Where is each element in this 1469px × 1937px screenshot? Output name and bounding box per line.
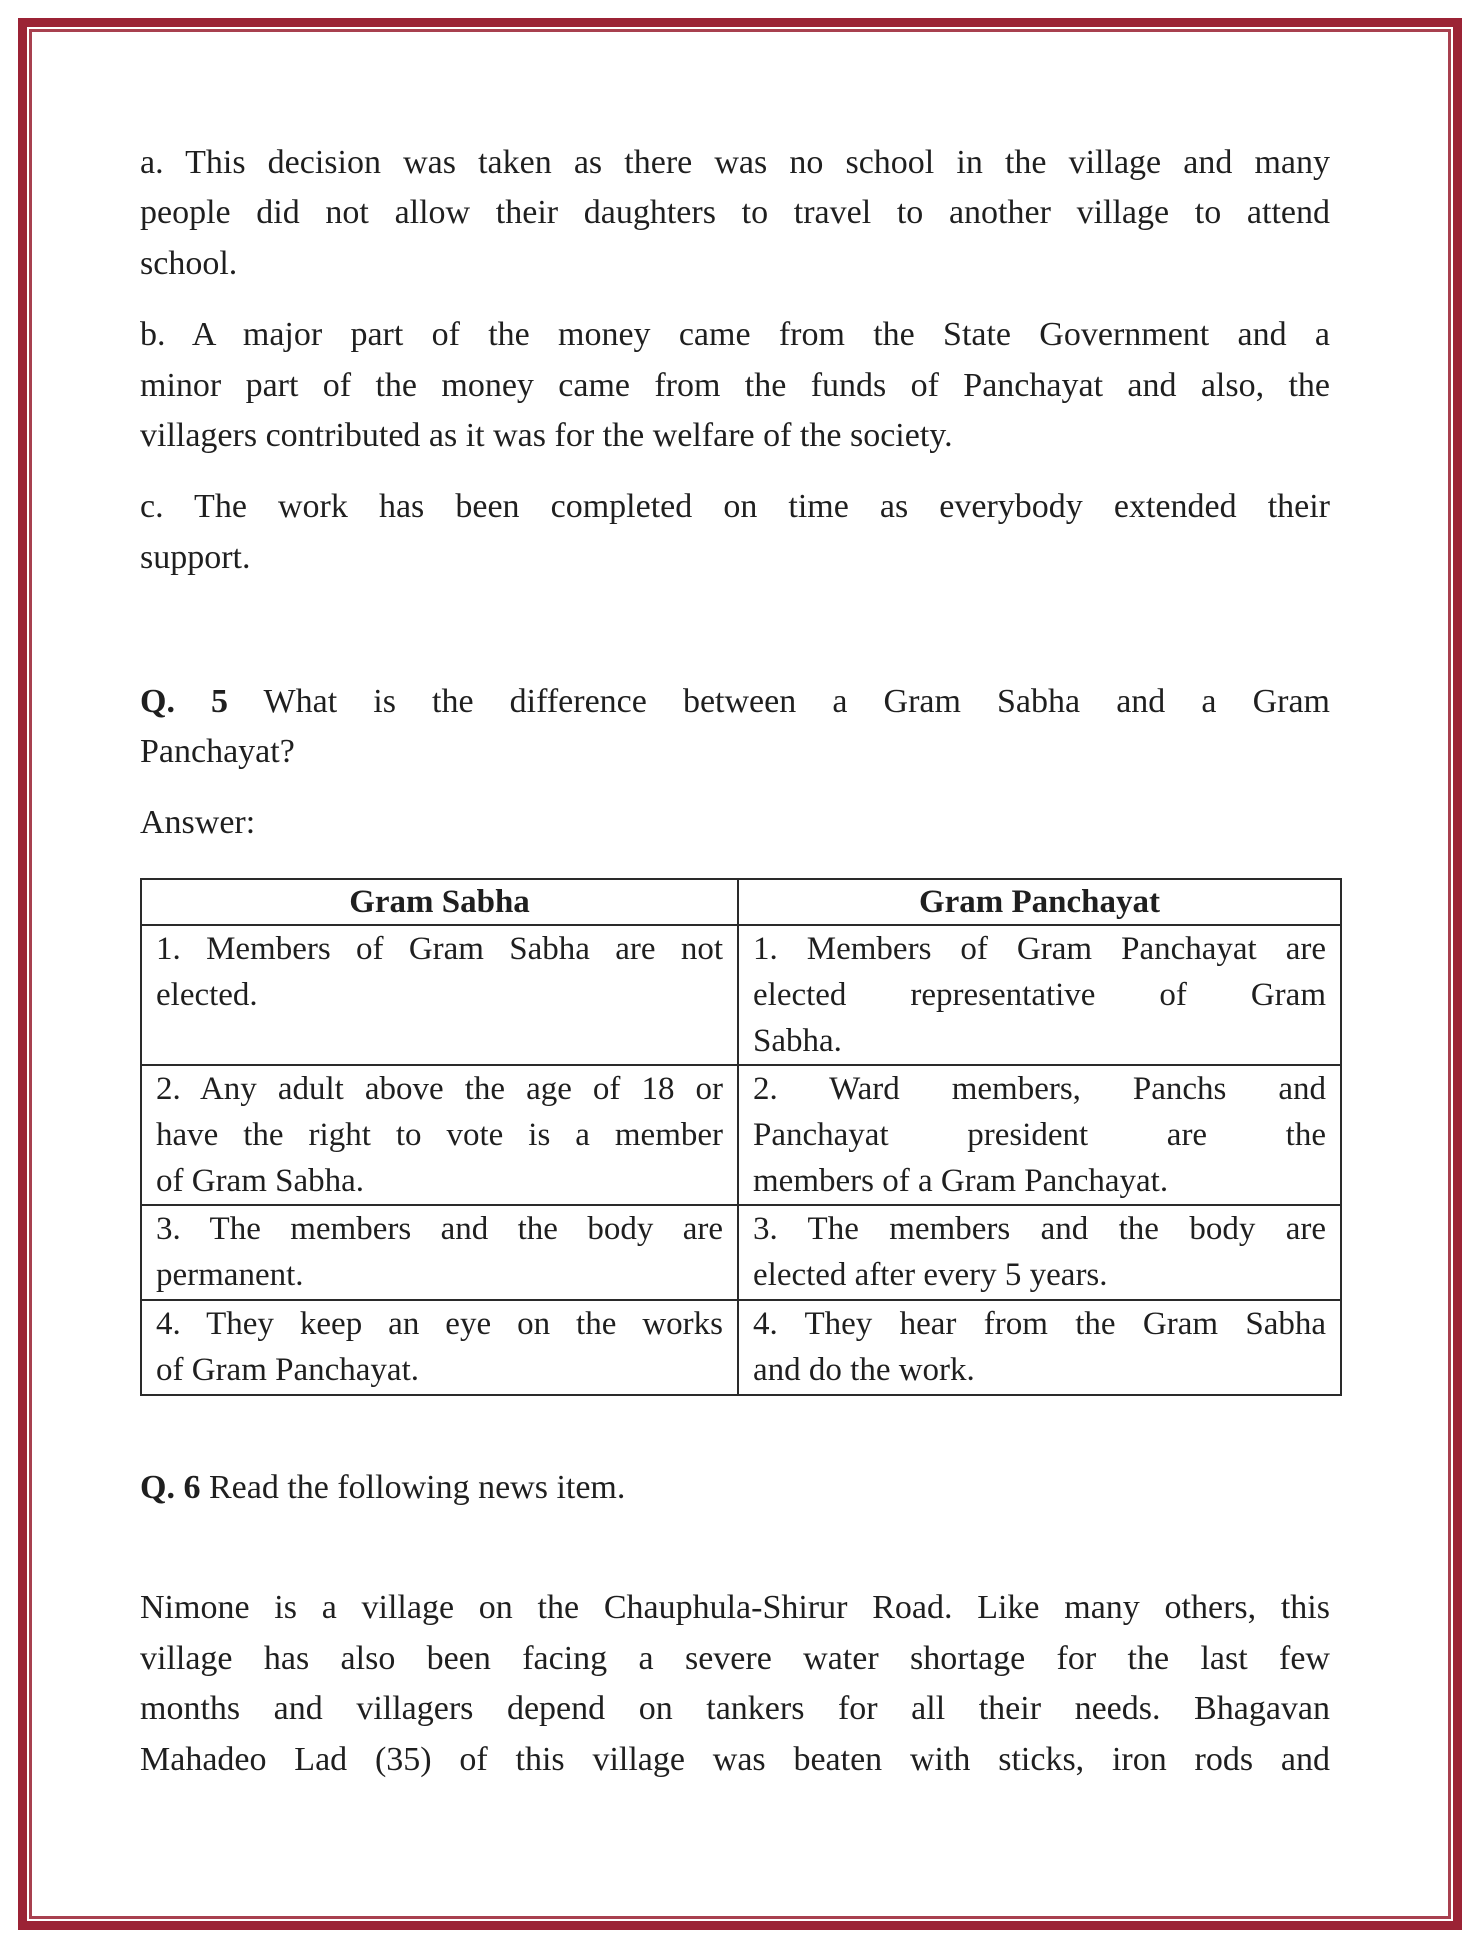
answer-a-line-1: a. This decision was taken as there was no school in the village and many bbox=[140, 144, 1330, 181]
answer-a-line-3: school. bbox=[140, 245, 238, 282]
table-row bbox=[141, 925, 1341, 1065]
answer-b-line-1: b. A major part of the money came from the State Government and a bbox=[140, 316, 1330, 353]
table-cell-gram-panchayat bbox=[738, 1300, 1341, 1395]
cell-line: 1. Members of Gram Sabha are not bbox=[156, 931, 723, 967]
table-cell-gram-panchayat bbox=[738, 925, 1341, 1065]
table-cell-gram-sabha bbox=[141, 925, 738, 1065]
news-line-2: village has also been facing a severe water shortage for the last few bbox=[140, 1640, 1330, 1677]
answer-b-line-2: minor part of the money came from the funds of Panchayat and also, the bbox=[140, 367, 1330, 404]
cell-line: Panchayat president are the bbox=[753, 1117, 1326, 1153]
cell-line: 4. They hear from the Gram Sabha bbox=[753, 1306, 1326, 1342]
news-line-3: months and villagers depend on tankers for all their needs. Bhagavan bbox=[140, 1690, 1330, 1727]
table-cell-gram-panchayat bbox=[738, 1205, 1341, 1300]
answer-a-line-2: people did not allow their daughters to travel to another village to attend bbox=[140, 194, 1330, 231]
table-row bbox=[141, 1065, 1341, 1205]
cell-line: 2. Ward members, Panchs and bbox=[753, 1071, 1326, 1107]
cell-line: elected representative of Gram bbox=[753, 977, 1326, 1013]
table-cell-gram-sabha bbox=[141, 1205, 738, 1300]
cell-line: 4. They keep an eye on the works bbox=[156, 1306, 723, 1342]
question-5-label: Q. 5 bbox=[140, 683, 229, 720]
answer-c-line-1: c. The work has been completed on time as everybody extended their bbox=[140, 488, 1330, 525]
news-line-1: Nimone is a village on the Chauphula-Shirur Road. Like many others, this bbox=[140, 1589, 1330, 1626]
table-header-row bbox=[141, 879, 1341, 925]
comparison-table bbox=[140, 878, 1342, 1396]
answer-b-line-3: villagers contributed as it was for the welfare of the society. bbox=[140, 417, 953, 454]
table-cell-gram-sabha bbox=[141, 1300, 738, 1395]
cell-line: 3. The members and the body are bbox=[753, 1211, 1326, 1247]
cell-line: elected after every 5 years. bbox=[753, 1257, 1108, 1293]
cell-line: have the right to vote is a member bbox=[156, 1117, 723, 1153]
cell-line: and do the work. bbox=[753, 1352, 975, 1388]
column-header-gram-panchayat: Gram Panchayat bbox=[738, 879, 1341, 925]
table-cell-gram-panchayat bbox=[738, 1065, 1341, 1205]
cell-line: of Gram Panchayat. bbox=[156, 1352, 419, 1388]
question-5-line-2: Panchayat? bbox=[140, 733, 295, 770]
column-header-gram-sabha: Gram Sabha bbox=[141, 879, 738, 925]
cell-line: 1. Members of Gram Panchayat are bbox=[753, 931, 1326, 967]
cell-line: of Gram Sabha. bbox=[156, 1163, 365, 1199]
question-5-text: What is the difference between a Gram Sabha and a Gram bbox=[263, 683, 1331, 720]
cell-line: elected. bbox=[156, 977, 258, 1013]
cell-line: 2. Any adult above the age of 18 or bbox=[156, 1071, 723, 1107]
question-6 bbox=[140, 1468, 1330, 1508]
cell-line: Sabha. bbox=[753, 1023, 842, 1059]
table-row bbox=[141, 1300, 1341, 1395]
cell-line: permanent. bbox=[156, 1257, 304, 1293]
question-5 bbox=[140, 682, 1330, 722]
table-cell-gram-sabha bbox=[141, 1065, 738, 1205]
question-6-label: Q. 6 bbox=[140, 1469, 201, 1506]
news-line-4: Mahadeo Lad (35) of this village was beaten with sticks, iron rods and bbox=[140, 1741, 1330, 1778]
cell-line: 3. The members and the body are bbox=[156, 1211, 723, 1247]
table-row bbox=[141, 1205, 1341, 1300]
answer-label: Answer: bbox=[140, 804, 256, 841]
cell-line: members of a Gram Panchayat. bbox=[753, 1163, 1169, 1199]
question-6-text: Read the following news item. bbox=[208, 1469, 626, 1506]
answer-c-line-2: support. bbox=[140, 539, 251, 576]
